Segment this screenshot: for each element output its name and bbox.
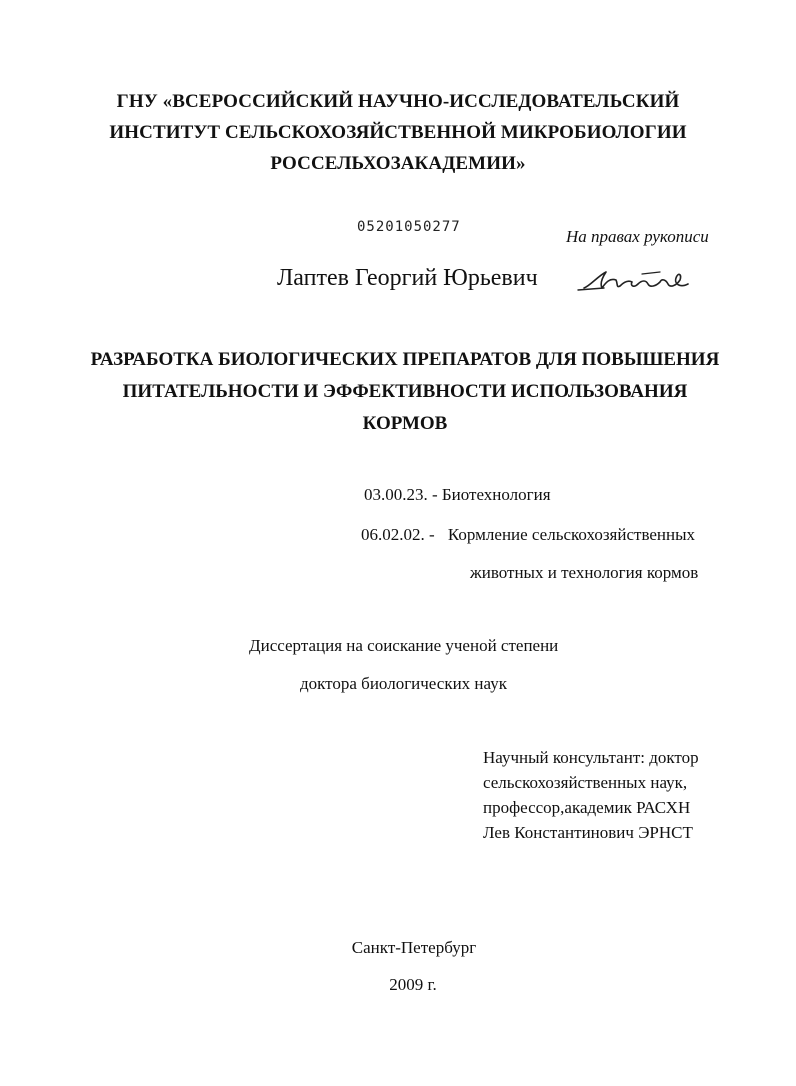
- specialty-1-name: Биотехнология: [441, 485, 551, 504]
- document-code: 05201050277: [357, 219, 461, 235]
- degree-line-2: доктора биологических наук: [300, 674, 507, 693]
- signature-image: [576, 264, 696, 298]
- institution-line-2: ИНСТИТУТ СЕЛЬСКОХОЗЯЙСТВЕННОЙ МИКРОБИОЛОГИИ: [109, 122, 687, 143]
- specialty-2-name: Кормление сельскохозяйственных: [447, 525, 696, 544]
- consultant-line-2: сельскохозяйственных наук,: [483, 773, 688, 792]
- institution-line-1: ГНУ «ВСЕРОССИЙСКИЙ НАУЧНО-ИССЛЕДОВАТЕЛЬСКИЙ: [116, 91, 680, 112]
- consultant-line-4: Лев Константинович ЭРНСТ: [483, 823, 693, 842]
- institution-line-3: РОССЕЛЬХОЗАКАДЕМИИ»: [270, 153, 526, 174]
- city: Санкт-Петербург: [351, 938, 477, 957]
- title-line-2: ПИТАТЕЛЬНОСТИ И ЭФФЕКТИВНОСТИ ИСПОЛЬЗОВАНИЯ: [122, 381, 688, 402]
- institution-heading: [0, 86, 796, 179]
- year: 2009 г.: [389, 975, 437, 994]
- specialty-1: [364, 485, 551, 505]
- specialty-1-code: 03.00.23. -: [364, 485, 438, 504]
- title-line-3: КОРМОВ: [362, 413, 448, 434]
- specialty-2-name-continued: животных и технология кормов: [470, 563, 699, 582]
- author-name: Лаптев Георгий Юрьевич: [277, 265, 538, 291]
- title-line-1: РАЗРАБОТКА БИОЛОГИЧЕСКИХ ПРЕПАРАТОВ ДЛЯ ПОВЫШЕНИЯ: [90, 349, 720, 370]
- degree-line-1: Диссертация на соискание ученой степени: [249, 636, 559, 655]
- specialty-2-code: 06.02.02. -: [361, 525, 435, 544]
- dissertation-title: [0, 344, 796, 440]
- scientific-consultant: [483, 745, 699, 845]
- specialty-2: [361, 525, 695, 545]
- consultant-line-3: профессор,академик РАСХН: [483, 798, 691, 817]
- consultant-line-1: Научный консультант: доктор: [483, 748, 699, 767]
- manuscript-note: На правах рукописи: [566, 227, 709, 246]
